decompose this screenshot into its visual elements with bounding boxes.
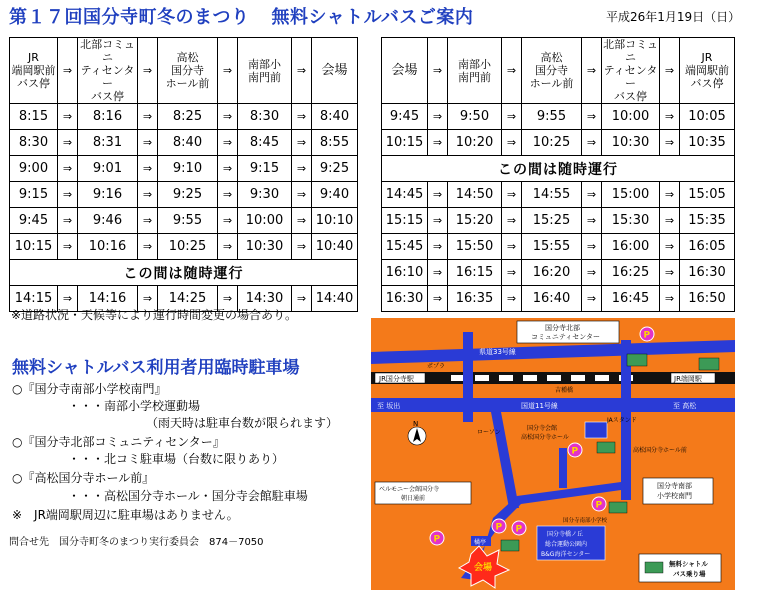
- time-cell: 9:15: [238, 156, 292, 182]
- time-cell: 8:16: [78, 104, 138, 130]
- table-row: [10, 156, 358, 182]
- time-cell: 8:45: [238, 130, 292, 156]
- stop-header-line: バス停: [614, 90, 647, 103]
- time-cell: 16:30: [382, 286, 428, 312]
- time-cell: 14:50: [448, 182, 502, 208]
- time-cell: 14:25: [158, 286, 218, 312]
- table-row: [10, 130, 358, 156]
- parking-line-8: ※ JR端岡駅周辺に駐車場はありません。: [12, 508, 239, 522]
- time-cell: 16:50: [680, 286, 735, 312]
- arrow-icon: ⇒: [138, 130, 158, 156]
- time-cell: 9:45: [10, 208, 58, 234]
- arrow-icon: ⇒: [582, 286, 602, 312]
- arrow-icon: ⇒: [660, 286, 680, 312]
- parking-nanbu-mark: P: [595, 500, 603, 511]
- arrow-icon: ⇒: [218, 234, 238, 260]
- timetable-outbound: [9, 37, 358, 312]
- time-cell: 8:31: [78, 130, 138, 156]
- time-cell: 15:45: [382, 234, 428, 260]
- kaikan-label-1: 国分寺会館: [527, 425, 558, 432]
- parking-line-2: ・・・南部小学校運動場: [68, 399, 201, 413]
- time-cell: 16:45: [602, 286, 660, 312]
- legend-label-1: 無料シャトル: [669, 560, 708, 568]
- time-cell: 9:55: [158, 208, 218, 234]
- parking-line-6: ○『高松国分寺ホール前』: [12, 471, 155, 485]
- stop-header-line: バス停: [17, 77, 50, 90]
- arrow-icon: ⇒: [660, 104, 680, 130]
- stop-header: [158, 38, 218, 104]
- time-cell: 8:40: [312, 104, 358, 130]
- arrow-icon: ⇒: [428, 104, 448, 130]
- arrow-icon: ⇒: [292, 130, 312, 156]
- arrow-icon: ⇒: [660, 208, 680, 234]
- arrow-icon: ⇒: [218, 182, 238, 208]
- arrow-icon: ⇒: [58, 234, 78, 260]
- time-cell: 15:25: [522, 208, 582, 234]
- time-cell: 10:40: [312, 234, 358, 260]
- nanbu-school-label: 国分寺南部小学校: [563, 518, 608, 524]
- arrow-icon: ⇒: [218, 156, 238, 182]
- arrow-icon: ⇒: [660, 182, 680, 208]
- kaikan-label-2: 高松国分寺ホール: [521, 434, 569, 441]
- lawson-label: ローソン: [477, 429, 501, 436]
- arrow-icon: ⇒: [582, 38, 602, 104]
- arrow-icon: ⇒: [218, 286, 238, 312]
- time-cell: 16:15: [448, 260, 502, 286]
- table-row: [382, 260, 735, 286]
- table-row: [382, 104, 735, 130]
- arrow-icon: ⇒: [428, 130, 448, 156]
- popura-label: ポプラ: [427, 363, 446, 370]
- venue-building-1: 国分寺橋ノ丘: [547, 531, 584, 538]
- arrow-icon: ⇒: [660, 130, 680, 156]
- table-row: [382, 130, 735, 156]
- parking-belmoney-mark: P: [433, 534, 441, 545]
- time-cell: 10:30: [238, 234, 292, 260]
- nanbu-label-2: 小学校南門: [657, 492, 692, 500]
- arrow-icon: ⇒: [502, 208, 522, 234]
- note-row: [382, 156, 735, 182]
- time-cell: 16:10: [382, 260, 428, 286]
- time-cell: 9:01: [78, 156, 138, 182]
- time-cell: 8:55: [312, 130, 358, 156]
- table-row: [382, 286, 735, 312]
- time-cell: 16:05: [680, 234, 735, 260]
- jr-kokubunji-label: JR国分寺駅: [379, 375, 414, 383]
- north-label: N: [413, 420, 419, 428]
- takamatsu-label: 至 高松: [673, 402, 697, 410]
- stop-header: [10, 38, 58, 104]
- time-cell: 15:20: [448, 208, 502, 234]
- header-row: [10, 38, 358, 104]
- time-cell: 8:15: [10, 104, 58, 130]
- arrow-icon: ⇒: [218, 208, 238, 234]
- arrow-icon: ⇒: [502, 182, 522, 208]
- arrow-icon: ⇒: [292, 156, 312, 182]
- parking-title: 無料シャトルバス利用者用臨時駐車場: [12, 358, 300, 378]
- arrow-icon: ⇒: [138, 208, 158, 234]
- arrow-icon: ⇒: [218, 104, 238, 130]
- arrow-icon: ⇒: [292, 38, 312, 104]
- stop-header-line: 会場: [391, 63, 418, 78]
- arrow-icon: ⇒: [660, 38, 680, 104]
- stop-header-line: 端岡駅前: [11, 64, 56, 77]
- table-row: [382, 234, 735, 260]
- stop-header-line: 高松: [176, 51, 199, 64]
- time-cell: 15:50: [448, 234, 502, 260]
- time-cell: 14:16: [78, 286, 138, 312]
- stop-header-line: ティセンター: [80, 64, 135, 90]
- parking-line-4: ○『国分寺北部コミュニティセンター』: [12, 435, 225, 449]
- parking-line-1: ○『国分寺南部小学校南門』: [12, 382, 167, 396]
- time-cell: 16:40: [522, 286, 582, 312]
- arrow-icon: ⇒: [502, 260, 522, 286]
- stop-header-line: 北部コミュニ: [603, 38, 658, 64]
- parking-venue-east-mark: P: [515, 524, 523, 535]
- arrow-icon: ⇒: [138, 234, 158, 260]
- belmoney-label-2: 朝日通前: [401, 495, 426, 502]
- bus-stop-hall-icon: [597, 442, 615, 453]
- stop-header-line: ホール前: [529, 77, 574, 90]
- arrow-icon: ⇒: [138, 286, 158, 312]
- time-cell: 15:05: [680, 182, 735, 208]
- arrow-icon: ⇒: [660, 260, 680, 286]
- road-branch: [559, 448, 567, 488]
- arrow-icon: ⇒: [502, 286, 522, 312]
- time-cell: 9:16: [78, 182, 138, 208]
- road-vertical-west: [463, 332, 473, 422]
- arrow-icon: ⇒: [292, 182, 312, 208]
- time-cell: 8:30: [10, 130, 58, 156]
- kashiwa-label: 橘亭: [474, 539, 487, 546]
- time-cell: 9:30: [238, 182, 292, 208]
- time-cell: 10:15: [382, 130, 428, 156]
- stop-header-line: JR: [28, 51, 39, 64]
- arrow-icon: ⇒: [502, 104, 522, 130]
- table-row: [10, 234, 358, 260]
- arrow-icon: ⇒: [58, 286, 78, 312]
- access-map: [371, 318, 735, 590]
- parking-venue-north-mark: P: [495, 522, 503, 533]
- stop-header: [602, 38, 660, 104]
- time-cell: 8:30: [238, 104, 292, 130]
- bus-stop-hashioka-icon: [699, 358, 719, 370]
- time-cell: 10:25: [158, 234, 218, 260]
- time-cell: 9:25: [312, 156, 358, 182]
- time-cell: 16:20: [522, 260, 582, 286]
- time-cell: 8:40: [158, 130, 218, 156]
- time-cell: 10:10: [312, 208, 358, 234]
- arrow-icon: ⇒: [428, 208, 448, 234]
- arrow-icon: ⇒: [428, 260, 448, 286]
- stop-header-line: 国分寺: [535, 64, 568, 77]
- time-cell: 9:25: [158, 182, 218, 208]
- note-row: [10, 260, 358, 286]
- arrow-icon: ⇒: [292, 208, 312, 234]
- time-cell: 9:00: [10, 156, 58, 182]
- route33-label: 県道33号線: [479, 348, 516, 356]
- arrow-icon: ⇒: [292, 234, 312, 260]
- time-cell: 16:35: [448, 286, 502, 312]
- continuous-service-note: この間は随時運行: [382, 156, 735, 182]
- jastand-label: JAスタンド: [607, 417, 637, 424]
- stop-header-line: 会場: [321, 63, 348, 78]
- stop-header: [312, 38, 358, 104]
- time-cell: 15:55: [522, 234, 582, 260]
- arrow-icon: ⇒: [502, 130, 522, 156]
- north-center-label-2: コミュニティセンター: [531, 333, 601, 341]
- arrow-icon: ⇒: [218, 130, 238, 156]
- arrow-icon: ⇒: [58, 104, 78, 130]
- itayama-label: 至 坂出: [377, 402, 401, 410]
- stop-header-line: 南部小: [248, 57, 281, 71]
- time-cell: 10:05: [680, 104, 735, 130]
- stop-header: [78, 38, 138, 104]
- arrow-icon: ⇒: [58, 38, 78, 104]
- arrow-icon: ⇒: [582, 182, 602, 208]
- time-cell: 10:16: [78, 234, 138, 260]
- arrow-icon: ⇒: [218, 38, 238, 104]
- table-row: [382, 182, 735, 208]
- time-cell: 9:40: [312, 182, 358, 208]
- bus-stop-nanbu-icon: [609, 502, 627, 513]
- arrow-icon: ⇒: [582, 104, 602, 130]
- time-cell: 16:25: [602, 260, 660, 286]
- arrow-icon: ⇒: [428, 38, 448, 104]
- parking-line-7: ・・・高松国分寺ホール・国分寺会館駐車場: [68, 489, 308, 503]
- arrow-icon: ⇒: [502, 38, 522, 104]
- ryuko-label: 吉種橋: [555, 387, 574, 394]
- venue-building-3: B&G海洋センター: [541, 551, 591, 558]
- stop-header-line: 北部コミュニ: [80, 38, 135, 64]
- parking-line-5: ・・・北コミ駐車場（台数に限りあり）: [68, 452, 285, 466]
- time-cell: 10:15: [10, 234, 58, 260]
- stop-header-line: 国分寺: [171, 64, 204, 77]
- arrow-icon: ⇒: [582, 234, 602, 260]
- arrow-icon: ⇒: [138, 38, 158, 104]
- arrow-icon: ⇒: [292, 286, 312, 312]
- time-cell: 14:45: [382, 182, 428, 208]
- arrow-icon: ⇒: [58, 208, 78, 234]
- title-bus: 無料シャトルバスご案内: [271, 7, 474, 28]
- nanbu-label-1: 国分寺南部: [657, 482, 692, 490]
- table-row: [382, 208, 735, 234]
- stop-header-line: 南部小: [458, 57, 491, 71]
- venue-label: 会場: [474, 563, 493, 573]
- time-cell: 16:30: [680, 260, 735, 286]
- arrow-icon: ⇒: [428, 234, 448, 260]
- time-cell: 14:55: [522, 182, 582, 208]
- time-cell: 16:00: [602, 234, 660, 260]
- time-cell: 10:35: [680, 130, 735, 156]
- table-row: [10, 104, 358, 130]
- time-cell: 15:00: [602, 182, 660, 208]
- arrow-icon: ⇒: [582, 130, 602, 156]
- time-cell: 14:15: [10, 286, 58, 312]
- stop-header: [680, 38, 735, 104]
- time-cell: 9:15: [10, 182, 58, 208]
- event-date: 平成26年1月19日（日）: [606, 10, 741, 24]
- bus-stop-north-icon: [627, 354, 647, 366]
- time-cell: 14:40: [312, 286, 358, 312]
- contact-info: 問合せ先 国分寺町冬のまつり実行委員会 874－7050: [9, 537, 264, 548]
- stop-header-line: ホール前: [165, 77, 210, 90]
- stop-header-line: 高松: [540, 51, 563, 64]
- time-cell: 10:00: [238, 208, 292, 234]
- time-cell: 10:00: [602, 104, 660, 130]
- arrow-icon: ⇒: [58, 130, 78, 156]
- stop-header: [522, 38, 582, 104]
- stop-header-line: ティセンター: [603, 64, 658, 90]
- legend-bus-icon: [645, 562, 663, 573]
- stop-header: [238, 38, 292, 104]
- time-cell: 10:25: [522, 130, 582, 156]
- arrow-icon: ⇒: [502, 234, 522, 260]
- arrow-icon: ⇒: [58, 182, 78, 208]
- hall-building-icon: [585, 422, 607, 438]
- time-cell: 15:15: [382, 208, 428, 234]
- arrow-icon: ⇒: [428, 286, 448, 312]
- belmoney-label-1: ベルモニー会館国分寺: [379, 486, 440, 493]
- time-cell: 9:55: [522, 104, 582, 130]
- time-cell: 9:10: [158, 156, 218, 182]
- continuous-service-note: この間は随時運行: [10, 260, 358, 286]
- stop-header-line: バス停: [91, 90, 124, 103]
- legend-label-2: バス乗り場: [673, 570, 706, 578]
- stop-header-line: 南門前: [248, 70, 281, 84]
- header-row: [382, 38, 735, 104]
- timetable-return: [381, 37, 735, 312]
- stop-header: [382, 38, 428, 104]
- arrow-icon: ⇒: [660, 234, 680, 260]
- page-title: [9, 3, 473, 29]
- time-cell: 9:45: [382, 104, 428, 130]
- time-cell: 9:50: [448, 104, 502, 130]
- hall-front-label: 高松国分寺ホール前: [633, 447, 687, 454]
- time-cell: 14:30: [238, 286, 292, 312]
- bus-stop-venue-icon: [501, 540, 519, 551]
- arrow-icon: ⇒: [138, 182, 158, 208]
- schedule-notice: ※道路状況・天候等により運行時間変更の場合あり。: [11, 308, 298, 322]
- time-cell: 9:46: [78, 208, 138, 234]
- time-cell: 10:30: [602, 130, 660, 156]
- arrow-icon: ⇒: [138, 156, 158, 182]
- stop-header-line: 端岡駅前: [685, 64, 729, 77]
- parking-north-mark: P: [643, 330, 651, 341]
- arrow-icon: ⇒: [292, 104, 312, 130]
- venue-building-2: 総合運動公園内: [545, 541, 588, 548]
- arrow-icon: ⇒: [138, 104, 158, 130]
- time-cell: 8:25: [158, 104, 218, 130]
- arrow-icon: ⇒: [582, 208, 602, 234]
- north-center-label-1: 国分寺北部: [545, 324, 580, 332]
- title-event: 第１７回国分寺町冬のまつり: [9, 7, 250, 28]
- route11-label: 国道11号線: [521, 402, 558, 410]
- stop-header: [448, 38, 502, 104]
- arrow-icon: ⇒: [58, 156, 78, 182]
- time-cell: 10:20: [448, 130, 502, 156]
- arrow-icon: ⇒: [428, 182, 448, 208]
- stop-header-line: JR: [701, 51, 713, 64]
- hashioka-label: JR端岡駅: [674, 375, 702, 383]
- stop-header-line: 南門前: [458, 70, 491, 84]
- parking-line-3: （雨天時は駐車台数が限られます）: [146, 416, 339, 430]
- table-row: [10, 182, 358, 208]
- table-row: [10, 208, 358, 234]
- stop-header-line: バス停: [690, 77, 724, 90]
- time-cell: 15:30: [602, 208, 660, 234]
- parking-hall-mark: P: [571, 446, 579, 457]
- arrow-icon: ⇒: [582, 260, 602, 286]
- time-cell: 15:35: [680, 208, 735, 234]
